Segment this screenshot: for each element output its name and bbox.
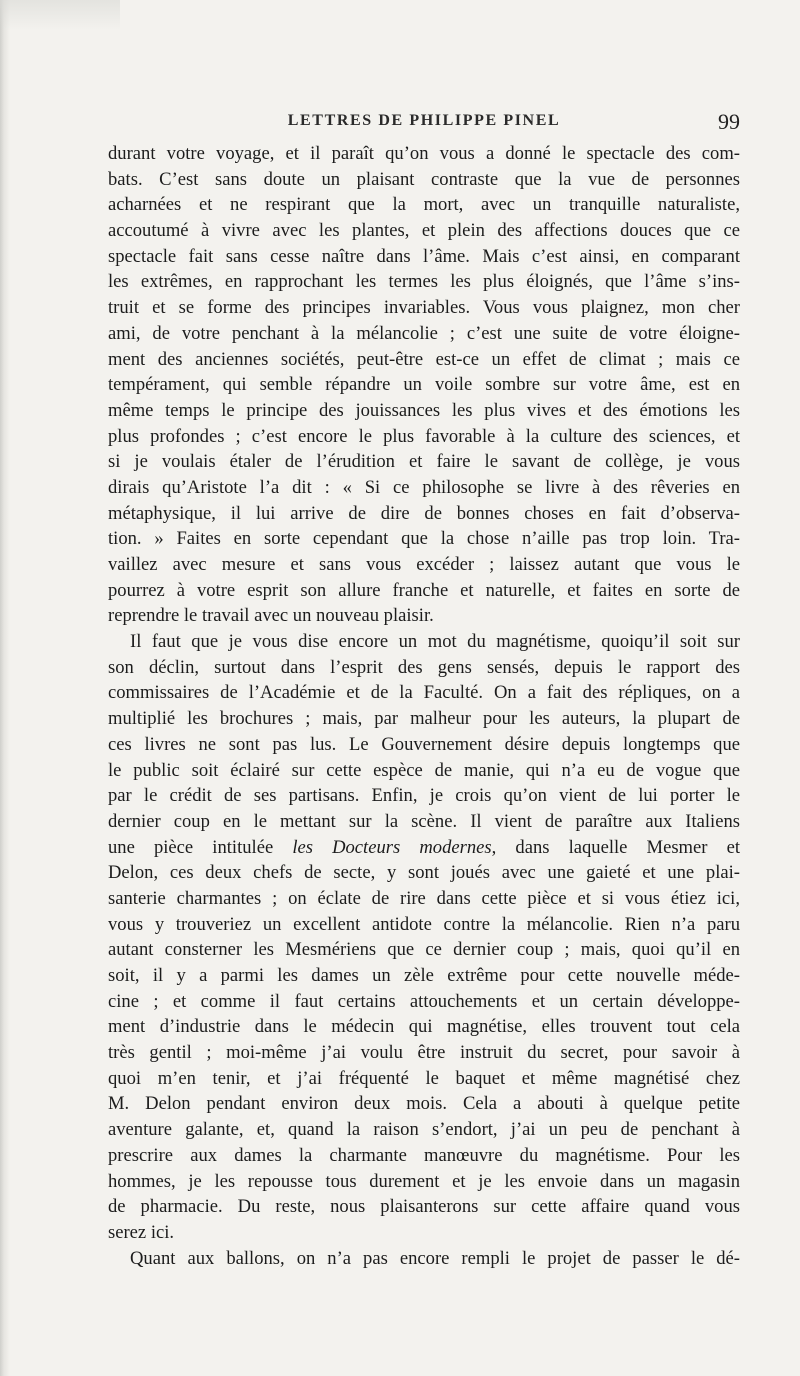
paragraph-first-line: Quant aux ballons, on n’a pas encore rempli le projet de passer le dé- [130,1247,740,1269]
text-line: truit et se forme des principes invariables. Vous vous plaignez, mon cher [108,297,740,319]
body-text [108,141,740,1271]
text-line: spectacle fait sans cesse naître dans l’âme. Mais c’est ainsi, en comparant [108,245,740,267]
text-line: dirais qu’Aristote l’a dit : « Si ce philosophe se livre à des rêveries en [108,476,740,498]
text-line: très gentil ; moi-même j’ai voulu être instruit du secret, pour savoir à [108,1042,740,1064]
text-line: métaphysique, il lui arrive de dire de bonnes choses en fait d’observa- [108,502,740,524]
text-line: commissaires de l’Académie et de la Faculté. On a fait des répliques, on a [108,682,740,704]
text-line: bats. C’est sans doute un plaisant contraste que la vue de personnes [108,168,740,190]
page-binding-edge [0,0,10,1376]
text-line: ment d’industrie dans le médecin qui magnétise, elles trouvent tout cela [108,1016,740,1038]
text-line: M. Delon pendant environ deux mois. Cela a abouti à quelque petite [108,1093,740,1115]
page-header [108,109,740,138]
text-line: dernier coup en le mettant sur la scène. Il vient de paraître aux Italiens [108,810,740,832]
text-line: acharnées et ne respirant que la mort, avec un tranquille naturaliste, [108,194,740,216]
text-line: prescrire aux dames la charmante manœuvre du magnétisme. Pour les [108,1144,740,1166]
text-line: durant votre voyage, et il paraît qu’on vous a donné le spectacle des com- [108,143,740,164]
text-segment: , dans laquelle Mesmer et [491,836,740,858]
text-segment: une pièce intitulée [108,836,293,858]
text-line: soit, il y a parmi les dames un zèle extrême pour cette nouvelle méde- [108,965,740,986]
text-line: vous y trouveriez un excellent antidote contre la mélancolie. Rien n’a paru [108,913,740,935]
text-line: ces livres ne sont pas lus. Le Gouvernement désire depuis longtemps que [108,733,740,755]
text-line: plus profondes ; c’est encore le plus favorable à la culture des sciences, et [108,425,740,447]
play-title: les Docteurs modernes [292,836,492,858]
text-line: vaillez avec mesure et sans vous excéder ; laissez autant que vous le [108,554,740,575]
text-line: son déclin, surtout dans l’esprit des gens sensés, depuis le rapport des [108,656,740,678]
paragraph-first-line: Il faut que je vous dise encore un mot du magnétisme, quoiqu’il soit sur [130,631,740,653]
text-line: de pharmacie. Du reste, nous plaisanterons sur cette affaire quand vous [108,1196,740,1218]
text-line: santerie charmantes ; on éclate de rire dans cette pièce et si vous étiez ici, [108,887,740,909]
text-line: hommes, je les repousse tous durement et je les envoie dans un magasin [108,1170,740,1192]
page-corner-shadow [0,0,120,30]
text-line: autant consterner les Mesmériens que ce dernier coup ; mais, quoi qu’il en [108,939,740,961]
text-line: aventure galante, et, quand la raison s’endort, j’ai un peu de penchant à [108,1119,740,1141]
running-title: LETTRES DE PHILIPPE PINEL [287,112,561,129]
text-line: si je voulais étaler de l’érudition et faire le savant de collège, je vous [108,451,740,473]
page-number: 99 [718,109,740,134]
text-line: cine ; et comme il faut certains attouchements et un certain développe- [108,990,740,1012]
text-line: ami, de votre penchant à la mélancolie ; c’est une suite de votre éloigne- [108,322,740,344]
text-line: accoutumé à vivre avec les plantes, et plein des affections douces que ce [108,220,740,242]
text-line-with-title [108,835,740,861]
text-line: Delon, ces deux chefs de secte, y sont joués avec une gaieté et une plai- [108,862,740,884]
text-line: multiplié les brochures ; mais, par malheur pour les auteurs, la plupart de [108,708,740,730]
text-line: tion. » Faites en sorte cependant que la chose n’aille pas trop loin. Tra- [108,528,740,550]
text-line: même temps le principe des jouissances les plus vives et des émotions les [108,399,740,421]
text-line: quoi m’en tenir, et j’ai fréquenté le baquet et même magnétisé chez [108,1067,740,1089]
text-line: pourrez à votre esprit son allure franche et naturelle, et faites en sorte de [108,579,740,601]
paragraph-end-line: reprendre le travail avec un nouveau plaisir. [108,605,434,627]
text-line: tempérament, qui semble répandre un voile sombre sur votre âme, est en [108,374,740,396]
text-line: par le crédit de ses partisans. Enfin, je crois qu’on vient de lui porter le [108,785,740,807]
text-line: les extrêmes, en rapprochant les termes les plus éloignés, que l’âme s’ins- [108,271,740,293]
text-line: le public soit éclairé sur cette espèce de manie, qui n’a eu de vogue que [108,759,740,781]
paragraph-end-line: serez ici. [108,1221,175,1243]
text-line: ment des anciennes sociétés, peut-être est-ce un effet de climat ; mais ce [108,348,740,370]
